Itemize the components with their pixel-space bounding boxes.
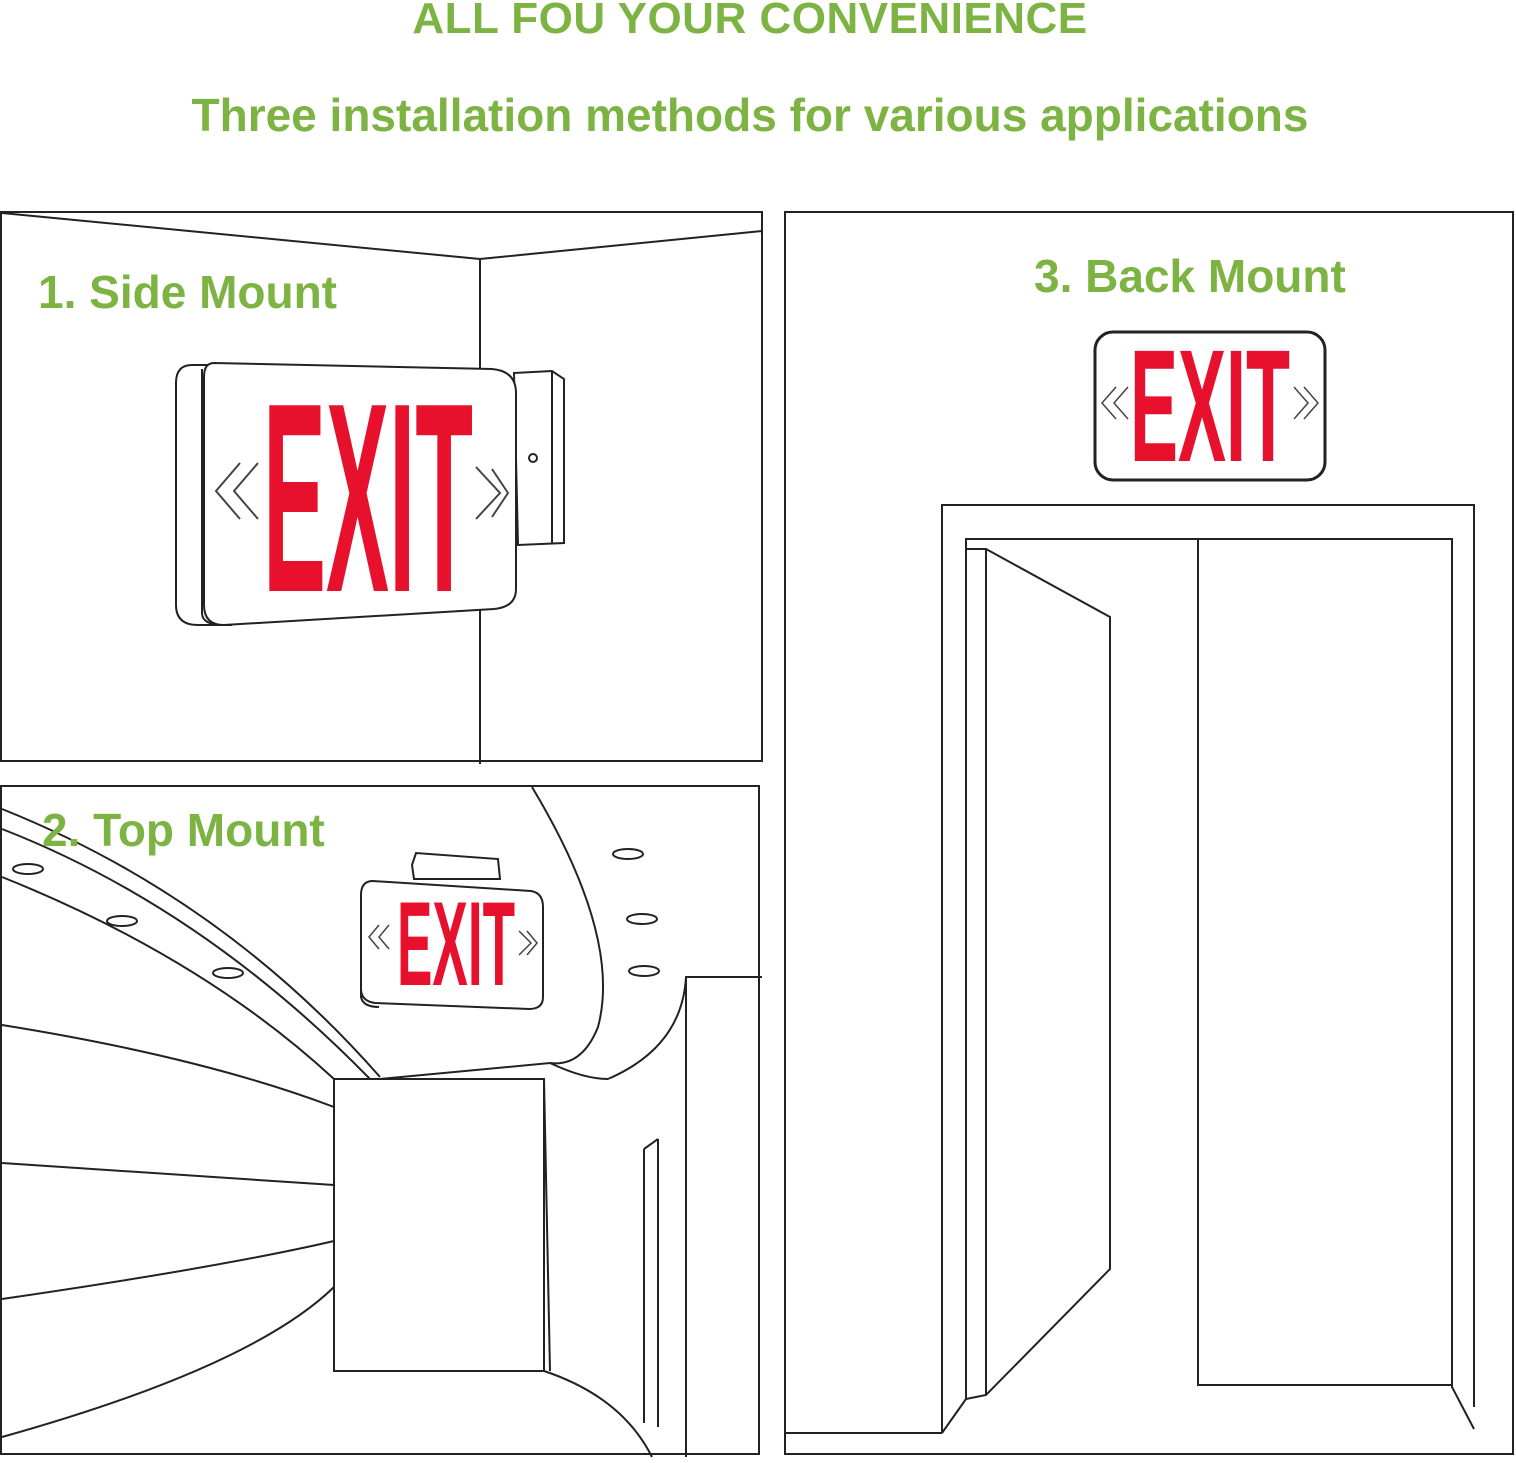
- side-mount-label: 1. Side Mount: [38, 266, 337, 318]
- top-mount-panel: [0, 785, 760, 1455]
- top-mount-exit-text: EXIT: [397, 877, 515, 1011]
- side-mount-exit-text: EXIT: [263, 348, 473, 649]
- top-mount-exit-sign: [359, 879, 549, 1011]
- back-mount-label: 3. Back Mount: [1034, 250, 1346, 302]
- back-mount-exit-sign: [1092, 316, 1328, 495]
- side-mount-panel: [0, 211, 763, 762]
- top-mount-label: 2. Top Mount: [42, 804, 325, 856]
- page-subtitle: Three installation methods for various applications: [191, 89, 1309, 141]
- back-mount-exit-text: EXIT: [1130, 316, 1290, 495]
- page-title: ALL FOU YOUR CONVENIENCE: [412, 0, 1088, 43]
- side-mount-exit-sign: [202, 348, 522, 649]
- back-mount-panel: [784, 211, 1514, 1455]
